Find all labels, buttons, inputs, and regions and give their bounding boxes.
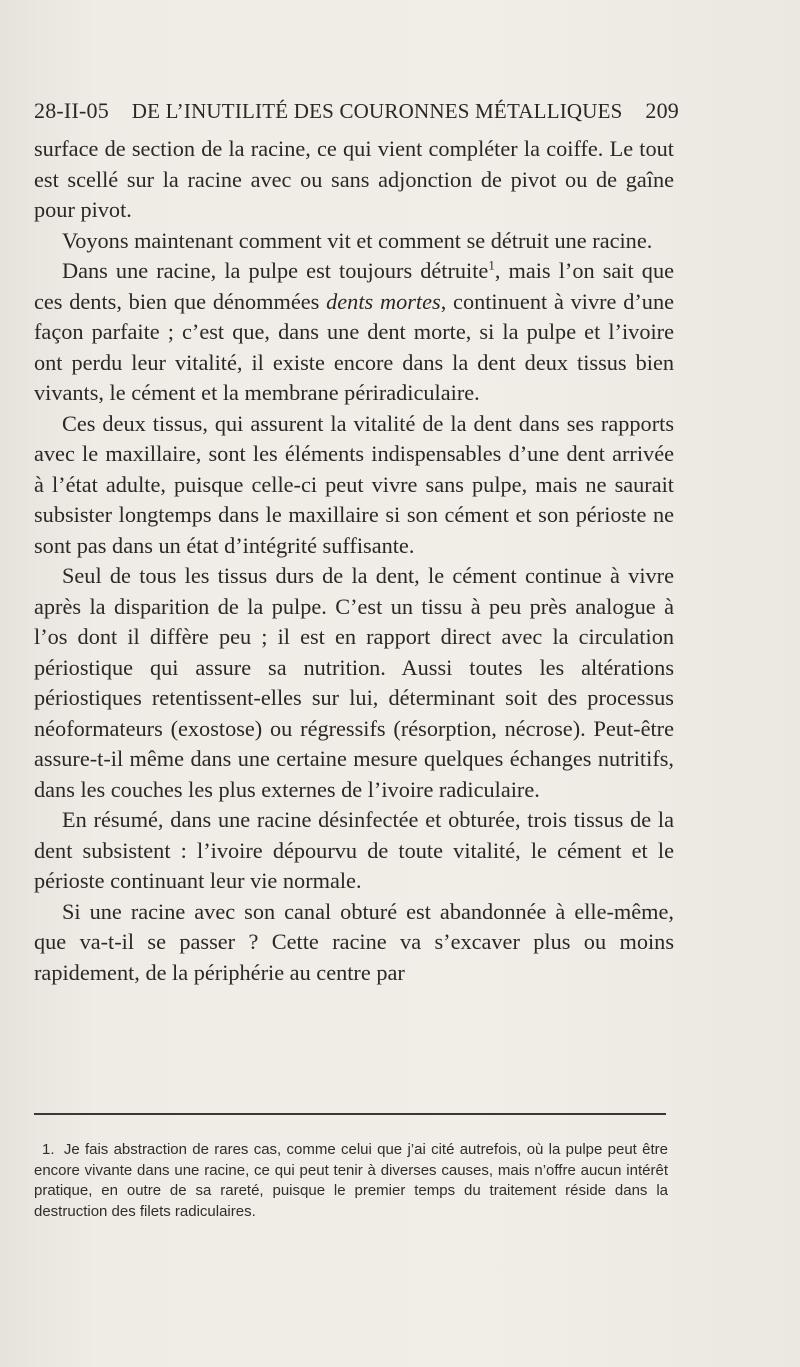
paragraph-3 — [34, 256, 674, 409]
footnote-reference: 1 — [488, 257, 495, 273]
italic-term: dents mortes — [326, 288, 441, 314]
footnote — [34, 1140, 668, 1222]
page-number: 209 — [645, 98, 679, 123]
running-header — [34, 98, 679, 124]
paragraph-4: Ces deux tissus, qui assurent la vitalité de la dent dans ses rapports avec le maxillaire, sont les éléments indispensables d’une dent arrivée à l’état adulte, puisque celle-ci peut vivre sans pulpe, mais ne saurait subsister longtemps dans le maxillaire si son cément et son périoste ne sont pas dans un état d’intégrité suffisante. — [34, 410, 674, 558]
paragraph-6: En résumé, dans une racine désinfectée et obturée, trois tissus de la dent subsistent : l’ivoire dépourvu de toute vitalité, le cément et le périoste continuant leur vie normale. — [34, 807, 674, 893]
paragraph-3-text-c: , continuent à vivre d’une façon parfaite ; c’est que, dans une dent morte, si la pulpe et l’ivoire ont perdu leur vitalité, il existe encore dans la dent deux tissus bien vivants, le cément et la membrane périradiculaire. — [34, 288, 675, 405]
footnote-number: 1. — [42, 1141, 55, 1158]
paragraph-3-text-a: Dans une racine, la pulpe est toujours détruite — [62, 258, 489, 283]
footnote-divider — [34, 1113, 666, 1115]
paragraph-3-text-b: , mais l’on sait que ces dents, bien que dénommées — [34, 258, 674, 314]
header-date: 28-II-05 — [34, 98, 109, 123]
footnote-text: Je fais abstraction de rares cas, comme celui que j’ai cité autrefois, où la pulpe peut être encore vivante dans une racine, ce qui peut tenir à diverses causes, mais n’offre aucun intérêt pratique, en outre de sa rareté, puisque le premier temps du traitement réside dans la destruction des filets radiculaires. — [34, 1141, 668, 1220]
paragraph-2: Voyons maintenant comment vit et comment se détruit une racine. — [62, 227, 653, 253]
header-title: DE L’INUTILITÉ DES COURONNES MÉTALLIQUES — [131, 99, 623, 123]
paragraph-1: surface de section de la racine, ce qui vient compléter la coiffe. Le tout est scellé sur la racine avec ou sans adjonction de pivot ou de gaîne pour pivot. — [34, 136, 674, 222]
body-text — [34, 134, 674, 988]
paragraph-5: Seul de tous les tissus durs de la dent, le cément continue à vivre après la disparition de la pulpe. C’est un tissu à peu près analogue à l’os dont il diffère peu ; il est en rapport direct avec la circulation périostique qui assure sa nutrition. Aussi toutes les altérations périostiques retentissent-elles sur lui, déterminant soit des processus néoformateurs (exostose) ou régressifs (résorption, nécrose). Peut-être assure-t-il même dans une certaine mesure quelques échanges nutritifs, dans les couches les plus externes de l’ivoire radiculaire. — [34, 563, 674, 802]
paragraph-7: Si une racine avec son canal obturé est abandonnée à elle-même, que va-t-il se passer ? Cette racine va s’excaver plus ou moins rapidement, de la périphérie au centre par — [34, 898, 674, 985]
